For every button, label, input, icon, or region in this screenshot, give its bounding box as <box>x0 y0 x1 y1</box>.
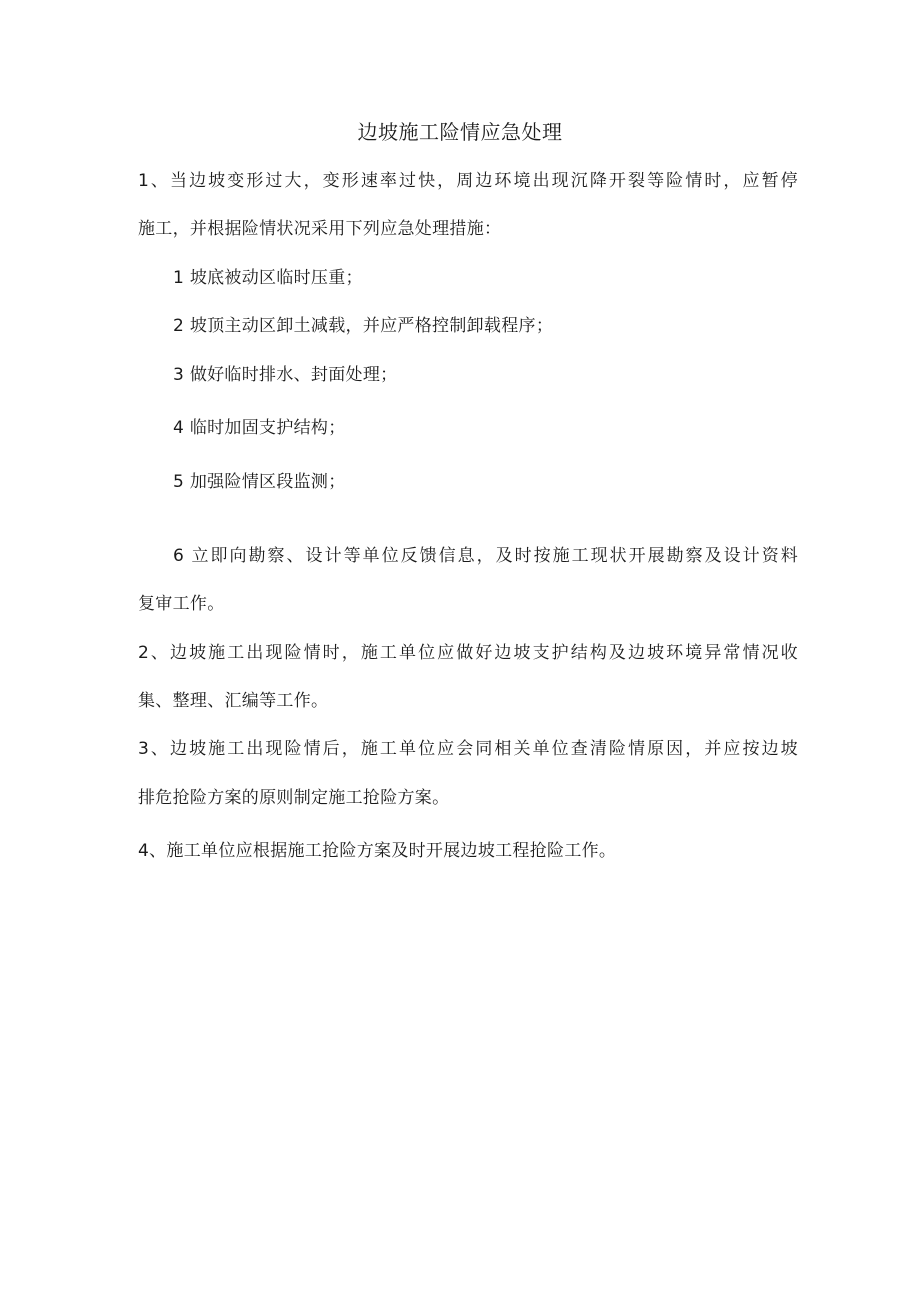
item-3-line-2: 排危抢险方案的原则制定施工抢险方案。 <box>138 788 450 808</box>
measure-1: 1 坡底被动区临时压重； <box>173 268 363 288</box>
item-3-line-1: 3、边坡施工出现险情后，施工单位应会同相关单位查清险情原因，并应按边坡 <box>138 739 798 759</box>
item-2-line-2: 集、整理、汇编等工作。 <box>138 691 329 711</box>
measure-2: 2 坡顶主动区卸土减载，并应严格控制卸载程序； <box>173 316 554 336</box>
item-2-line-1: 2、边坡施工出现险情时，施工单位应做好边坡支护结构及边坡环境异常情况收 <box>138 643 798 663</box>
item-1-line-1: 1、当边坡变形过大，变形速率过快，周边环境出现沉降开裂等险情时，应暂停 <box>138 171 798 191</box>
item-4-line-1: 4、施工单位应根据施工抢险方案及时开展边坡工程抢险工作。 <box>138 841 617 861</box>
item-1-line-2: 施工，并根据险情状况采用下列应急处理措施： <box>138 219 502 239</box>
measure-4: 4 临时加固支护结构； <box>173 418 346 438</box>
document-title: 边坡施工险情应急处理 <box>357 120 563 144</box>
measure-6-line-1: 6 立即向勘察、设计等单位反馈信息，及时按施工现状开展勘察及设计资料 <box>173 546 798 566</box>
measure-5: 5 加强险情区段监测； <box>173 472 346 492</box>
measure-6-line-2: 复审工作。 <box>138 594 225 614</box>
measure-3: 3 做好临时排水、封面处理； <box>173 365 398 385</box>
